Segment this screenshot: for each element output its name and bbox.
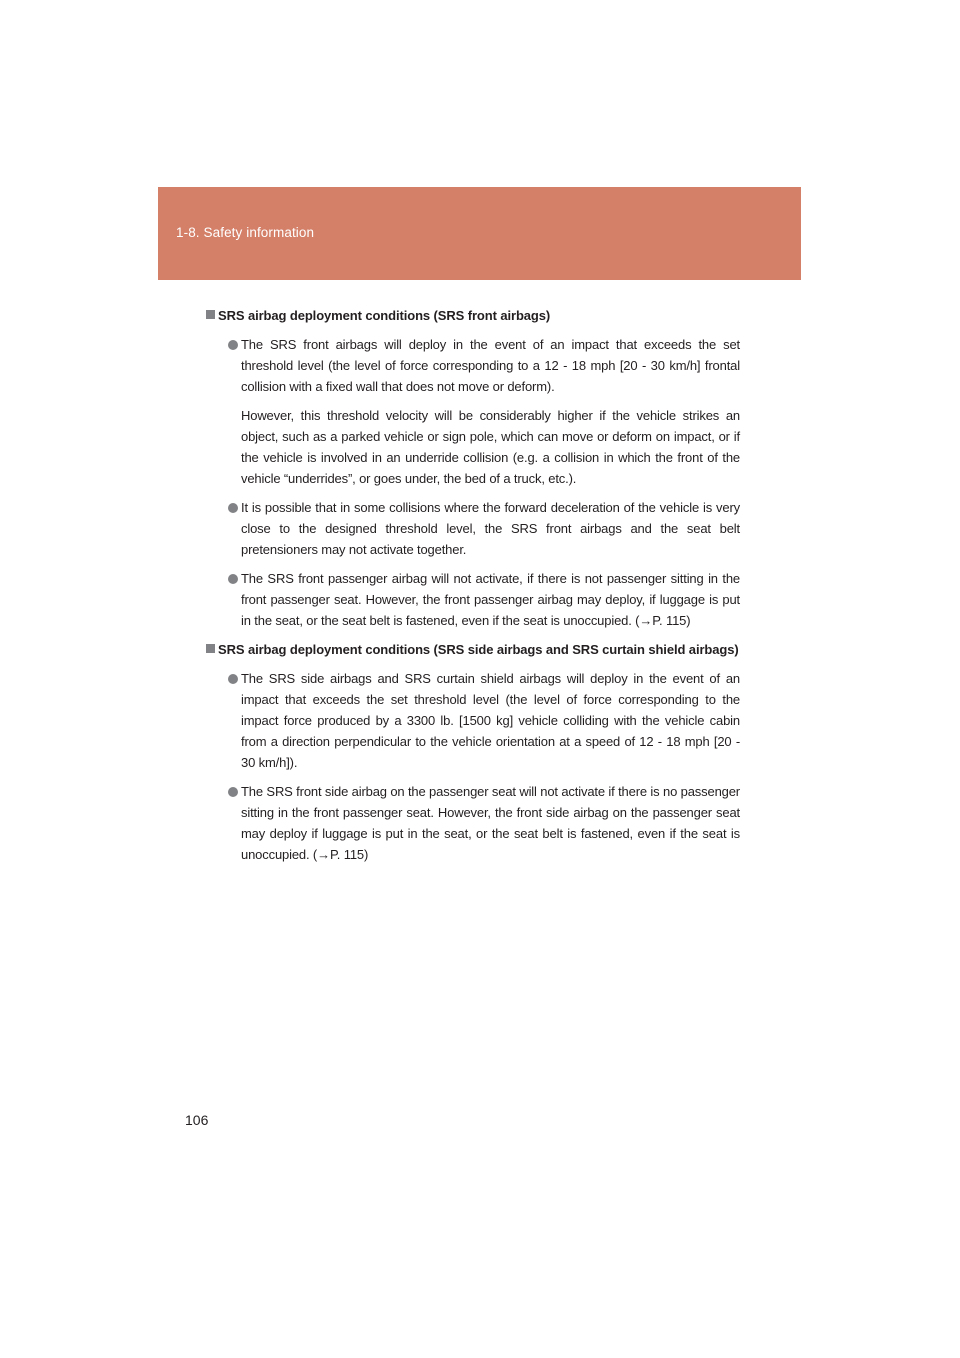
- paragraph: It is possible that in some collisions where the forward deceleration of the vehicle is very close to the designed threshold level, the SRS front airbags and the seat belt pretensioners may not activate together.: [241, 500, 740, 557]
- round-bullet-icon: [228, 674, 238, 684]
- round-bullet-icon: [228, 574, 238, 584]
- paragraph: The SRS front passenger airbag will not activate, if there is not passenger sitting in the front passenger seat. However, the front passenger airbag may deploy, if luggage is put in the seat, or the seat belt is fastened, even if the seat is unoccupied. (→P. 115): [241, 571, 740, 628]
- section-heading-text: SRS airbag deployment conditions (SRS side airbags and SRS curtain shield airbags): [218, 642, 739, 657]
- bullet-item: [228, 568, 740, 631]
- page-number: 106: [185, 1112, 209, 1128]
- paragraph: However, this threshold velocity will be considerably higher if the vehicle strikes an object, such as a parked vehicle or sign pole, which can move or deform on impact, or if the vehicle is involved in an underride collision (e.g. a collision in which the front of the vehicle “underrides”, or goes under, the bed of a truck, etc.).: [241, 408, 740, 486]
- header-band: [158, 187, 801, 280]
- bullet-item: [228, 334, 740, 489]
- bullet-item: [228, 497, 740, 560]
- paragraph: The SRS side airbags and SRS curtain shield airbags will deploy in the event of an impact that exceeds the set threshold level (the level of force corresponding to the impact force produced by a 3300 lb. [1500 kg] vehicle colliding with the vehicle cabin from a direction perpendicular to the vehicle orientation at a speed of 12 - 18 mph [20 - 30 km/h]).: [241, 671, 740, 770]
- bullet-item: [228, 781, 740, 865]
- bullet-item: [228, 668, 740, 773]
- section-title: 1-8. Safety information: [176, 225, 315, 240]
- square-bullet-icon: [206, 310, 215, 319]
- square-bullet-icon: [206, 644, 215, 653]
- round-bullet-icon: [228, 787, 238, 797]
- round-bullet-icon: [228, 503, 238, 513]
- paragraph: The SRS front airbags will deploy in the event of an impact that exceeds the set threshold level (the level of force corresponding to a 12 - 18 mph [20 - 30 km/h] frontal collision with a fixed wall that does not move or deform).: [241, 337, 740, 394]
- section-heading: [206, 639, 740, 660]
- page-content: [206, 305, 740, 865]
- round-bullet-icon: [228, 340, 238, 350]
- section-heading: [206, 305, 740, 326]
- paragraph: The SRS front side airbag on the passenger seat will not activate if there is no passenger sitting in the front passenger seat. However, the front side airbag on the passenger seat may deploy if luggage is put in the seat, or the seat belt is fastened, even if the seat is unoccupied. (→P. 115): [241, 784, 740, 862]
- section-heading-text: SRS airbag deployment conditions (SRS front airbags): [218, 308, 551, 323]
